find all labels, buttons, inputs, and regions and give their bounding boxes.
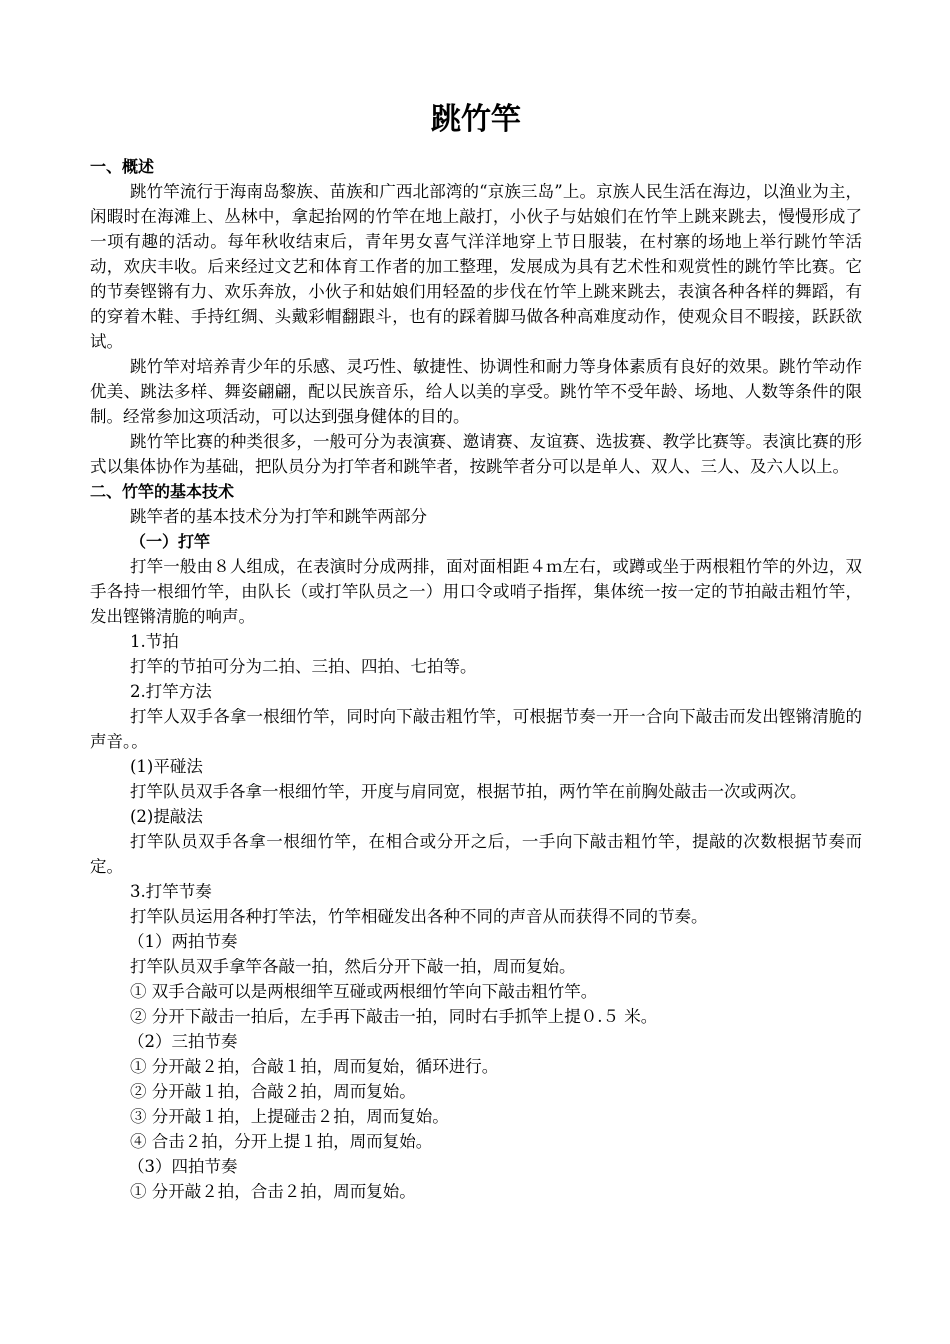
- paragraph: 打竿队员运用各种打竿法，竹竿相碰发出各种不同的声音从而获得不同的节奏。: [130, 907, 708, 926]
- document-page: [90, 98, 862, 1204]
- paragraph: 跳竹竿流行于海南岛黎族、苗族和广西北部湾的“京族三岛”上。京族人民生活在海边，以渔业为主，闲暇时在海滩上、丛林中，拿起抬网的竹竿在地上敲打，小伙子与姑娘们在竹竿上跳来跳去，慢慢形成了一项有趣的活动。每年秋收结束后，青年男女喜气洋洋地穿上节日服装，在村寨的场地上举行跳竹竿活动，欢庆丰收。后来经过文艺和体育工作者的加工整理，发展成为具有艺术性和观赏性的跳竹竿比赛。它的节奏铿锵有力、欢乐奔放，小伙子和姑娘们用轻盈的步伐在竹竿上跳来跳去，表演各种各样的舞蹈，有的穿着木鞋、手持红绸、头戴彩帽翻跟斗，也有的踩着脚马做各种高难度动作，使观众目不暇接，跃跃欲试。: [90, 182, 862, 351]
- paragraph: 打竿队员双手拿竿各敲一拍，然后分开下敲一拍，周而复始。: [130, 957, 576, 976]
- list-item: ③ 分开敲１拍，上提碰击２拍，周而复始。: [130, 1107, 449, 1126]
- rhythm-heading: （3）四拍节奏: [128, 1157, 238, 1176]
- paragraph: 跳竹竿比赛的种类很多，一般可分为表演赛、邀请赛、友谊赛、选拔赛、教学比赛等。表演比赛的形式以集体协作为基础，把队员分为打竿者和跳竿者，按跳竿者分可以是单人、双人、三人、及六人以上。: [90, 432, 862, 476]
- list-item: ② 分开下敲击一拍后，左手再下敲击一拍，同时右手抓竿上提０.５ 米。: [130, 1007, 658, 1026]
- paragraph: 打竿一般由８人组成，在表演时分成两排，面对面相距４ｍ左右，或蹲或坐于两根粗竹竿的外边，双手各持一根细竹竿，由队长（或打竿队员之一）用口令或哨子指挥，集体统一按一定的节拍敲击粗竹竿，发出铿锵清脆的响声。: [90, 557, 862, 626]
- method-heading: (1)平碰法: [130, 757, 203, 776]
- section-heading-overview: 一、概述: [90, 157, 155, 176]
- list-item: ① 分开敲２拍，合击２拍，周而复始。: [130, 1182, 416, 1201]
- document-title: 跳竹竿: [431, 102, 521, 137]
- paragraph: 跳竹竿对培养青少年的乐感、灵巧性、敏捷性、协调性和耐力等身体素质有良好的效果。跳竹竿动作优美、跳法多样、舞姿翩翩，配以民族音乐，给人以美的享受。跳竹竿不受年龄、场地、人数等条件的限制。经常参加这项活动，可以达到强身健体的目的。: [90, 357, 862, 426]
- rhythm-heading: （1）两拍节奏: [128, 932, 238, 951]
- subsection-heading-hitting-pole: （一）打竿: [130, 532, 211, 551]
- item-heading: 1.节拍: [130, 632, 179, 651]
- list-item: ④ 合击２拍，分开上提１拍，周而复始。: [130, 1132, 433, 1151]
- paragraph: 打竿的节拍可分为二拍、三拍、四拍、七拍等。: [130, 657, 477, 676]
- rhythm-heading: （2）三拍节奏: [128, 1032, 238, 1051]
- paragraph: 打竿人双手各拿一根细竹竿，同时向下敲击粗竹竿，可根据节奏一开一合向下敲击而发出铿锵清脆的声音。。: [90, 707, 862, 751]
- list-item: ① 分开敲２拍，合敲１拍，周而复始，循环进行。: [130, 1057, 499, 1076]
- paragraph: 打竿队员双手各拿一根细竹竿，在相合或分开之后，一手向下敲击粗竹竿，提敲的次数根据节奏而定。: [90, 832, 862, 876]
- paragraph: 跳竿者的基本技术分为打竿和跳竿两部分: [130, 507, 427, 526]
- method-heading: (2)提敲法: [130, 807, 203, 826]
- list-item: ② 分开敲１拍，合敲２拍，周而复始。: [130, 1082, 416, 1101]
- item-heading: 2.打竿方法: [130, 682, 212, 701]
- list-item: ① 双手合敲可以是两根细竿互碰或两根细竹竿向下敲击粗竹竿。: [130, 982, 598, 1001]
- section-heading-basic-technique: 二、竹竿的基本技术: [90, 482, 235, 501]
- paragraph: 打竿队员双手各拿一根细竹竿，开度与肩同宽，根据节拍，两竹竿在前胸处敲击一次或两次。: [130, 782, 807, 801]
- item-heading: 3.打竿节奏: [130, 882, 212, 901]
